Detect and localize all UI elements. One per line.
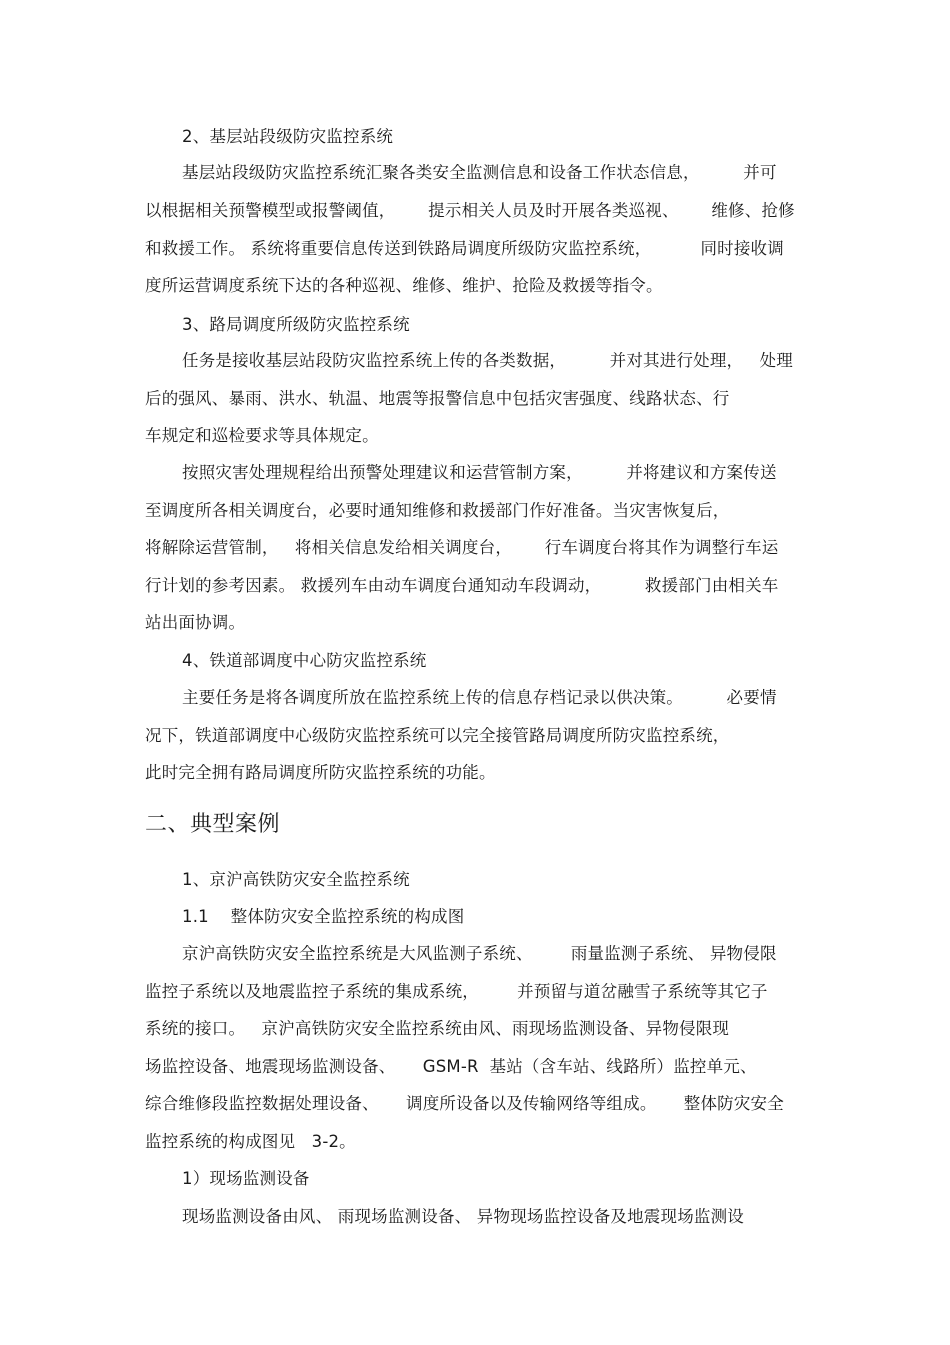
- paragraph-line: 现场监测设备由风、 雨现场监测设备、 异物现场监控设备及地震现场监测设: [182, 1207, 744, 1226]
- paragraph-line: 系统的接口。 京沪高铁防灾安全监控系统由风、雨现场监测设备、异物侵限现: [145, 1019, 730, 1038]
- paragraph-line: 监控子系统以及地震监控子系统的集成系统， 并预留与道岔融雪子系统等其它子: [145, 982, 768, 1001]
- chapter-heading: 二、典型案例: [145, 812, 281, 837]
- section-heading: 3、路局调度所级防灾监控系统: [182, 315, 410, 334]
- paragraph-line: 以根据相关预警模型或报警阈值， 提示相关人员及时开展各类巡视、 维修、抢修: [145, 201, 795, 220]
- paragraph-line: 基层站段级防灾监控系统汇聚各类安全监测信息和设备工作状态信息， 并可: [182, 163, 777, 182]
- paragraph-line: 京沪高铁防灾安全监控系统是大风监测子系统、 雨量监测子系统、 异物侵限: [182, 944, 777, 963]
- paragraph-line: 场监控设备、地震现场监测设备、 GSM-R 基站（含车站、线路所）监控单元、: [145, 1057, 757, 1076]
- paragraph-line: 和救援工作。 系统将重要信息传送到铁路局调度所级防灾监控系统， 同时接收调: [145, 239, 784, 258]
- item-heading: 1）现场监测设备: [182, 1169, 310, 1188]
- subsubsection-heading: 1.1 整体防灾安全监控系统的构成图: [182, 907, 465, 926]
- paragraph-line: 将解除运营管制， 将相关信息发给相关调度台， 行车调度台将其作为调整行车运: [145, 538, 779, 557]
- paragraph-line: 车规定和巡检要求等具体规定。: [145, 426, 379, 445]
- paragraph-line: 任务是接收基层站段防灾监控系统上传的各类数据， 并对其进行处理， 处理: [182, 351, 793, 370]
- paragraph-line: 后的强风、暴雨、洪水、轨温、地震等报警信息中包括灾害强度、线路状态、行: [145, 389, 730, 408]
- section-heading: 4、铁道部调度中心防灾监控系统: [182, 651, 427, 670]
- paragraph-line: 此时完全拥有路局调度所防灾监控系统的功能。: [145, 763, 496, 782]
- section-heading: 2、基层站段级防灾监控系统: [182, 127, 394, 146]
- paragraph-line: 况下，铁道部调度中心级防灾监控系统可以完全接管路局调度所防灾监控系统，: [145, 726, 730, 745]
- paragraph-line: 站出面协调。: [145, 613, 246, 632]
- paragraph-line: 综合维修段监控数据处理设备、 调度所设备以及传输网络等组成。 整体防灾安全: [145, 1094, 784, 1113]
- paragraph-line: 主要任务是将各调度所放在监控系统上传的信息存档记录以供决策。 必要情: [182, 688, 777, 707]
- paragraph-line: 至调度所各相关调度台，必要时通知维修和救援部门作好准备。当灾害恢复后，: [145, 501, 730, 520]
- subsection-heading: 1、京沪高铁防灾安全监控系统: [182, 870, 410, 889]
- paragraph-line: 行计划的参考因素。 救援列车由动车调度台通知动车段调动， 救援部门由相关车: [145, 576, 779, 595]
- paragraph-line: 监控系统的构成图见 3-2。: [145, 1132, 356, 1151]
- paragraph-line: 度所运营调度系统下达的各种巡视、维修、维护、抢险及救援等指令。: [145, 276, 663, 295]
- paragraph-line: 按照灾害处理规程给出预警处理建议和运营管制方案， 并将建议和方案传送: [182, 463, 777, 482]
